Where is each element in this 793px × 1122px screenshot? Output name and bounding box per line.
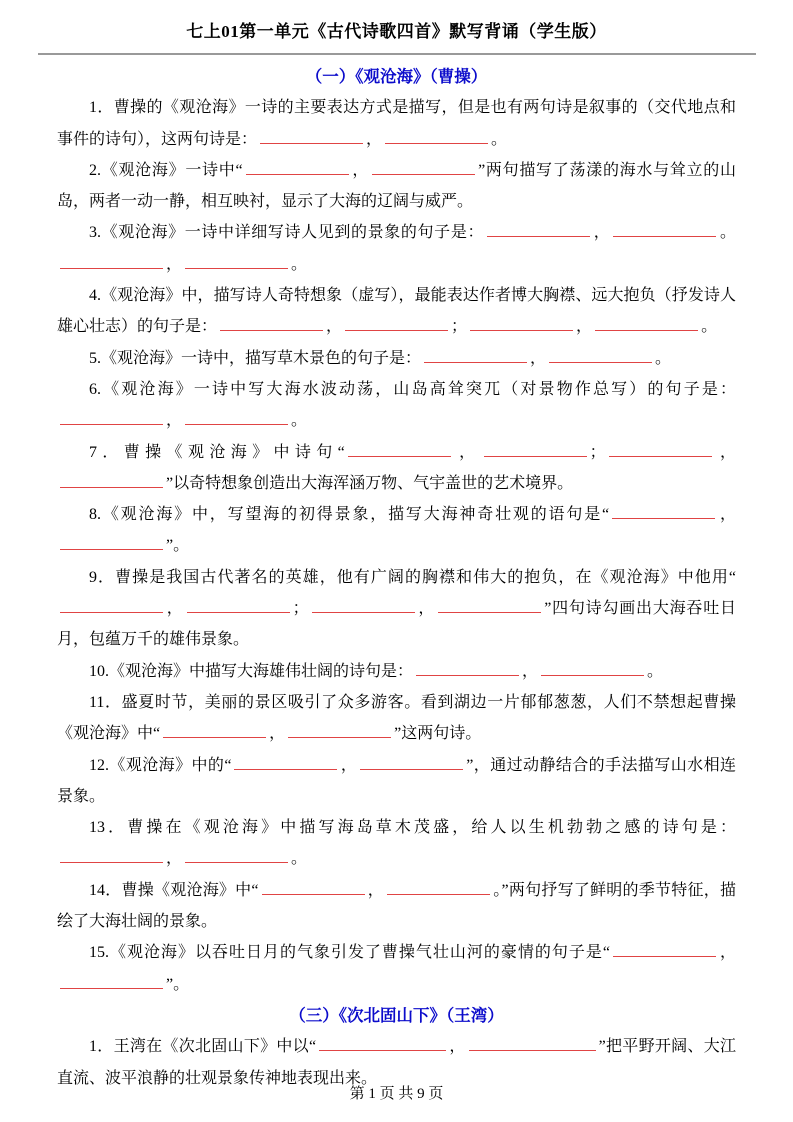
answer-blank [469,1036,596,1051]
page-footer: 第 1 页 共 9 页 [349,1086,444,1102]
section-1-question-2 [57,155,736,218]
question-text: 。 [291,255,308,273]
question-text: ， [718,506,736,524]
answer-blank [312,598,415,613]
document-body [0,61,793,1094]
question-text: 2.《观沧海》一诗中“ [89,161,243,179]
answer-blank [60,848,163,863]
answer-blank [185,410,288,425]
answer-blank [345,316,448,331]
section-1-question-14 [57,875,736,938]
question-text: 12.《观沧海》中的“ [89,756,232,774]
section-1-question-9 [57,562,736,656]
answer-blank [246,160,349,175]
question-text: ， [453,443,481,461]
question-text: ， [326,318,343,336]
question-text: 11．盛夏时节，美丽的景区吸引了众多游客。看到湖边一片郁郁葱葱，人们不禁想起曹操《观沧海》中“ [57,693,736,743]
question-text: ， [166,600,184,618]
answer-blank [416,661,519,676]
question-text: 14．曹操《观沧海》中“ [89,881,259,899]
question-text: 8.《观沧海》中，写望海的初得景象，描写大海神奇壮观的语句是“ [89,506,610,524]
answer-blank [234,755,337,770]
answer-blank [185,254,288,269]
section-1-question-5 [57,343,736,374]
question-text: ， [449,1038,466,1056]
answer-blank [260,129,363,144]
question-text: ， [530,349,547,367]
question-text: 4.《观沧海》中，描写诗人奇特想象（虚写），最能表达作者博大胸襟、远大抱负（抒发诗人雄心壮志）的句子是： [57,287,736,336]
question-text: 5.《观沧海》一诗中，描写草木景色的句子是： [89,349,422,367]
question-text: 1．王湾在《次北固山下》中以“ [89,1038,317,1056]
section-1-question-13 [57,812,736,875]
title-divider [38,53,756,55]
answer-blank [609,442,712,457]
question-text: 。 [491,130,508,148]
question-text: 。 [291,412,308,430]
answer-blank [348,442,451,457]
answer-blank [60,410,163,425]
answer-blank [60,598,163,613]
answer-blank [163,723,266,738]
question-text: ”四句诗勾画出大海吞吐日月，包蕴万千的雄伟景象。 [57,600,736,649]
answer-blank [319,1036,446,1051]
question-text: ， [269,725,286,743]
section-1-question-10 [57,656,736,687]
question-text: 7．曹操《观沧海》中诗句“ [89,443,345,461]
question-text: 6.《观沧海》一诗中写大海水波动荡，山岛高耸突兀（对景物作总写）的句子是： [89,380,736,398]
question-text: ； [451,318,468,336]
question-text: ， [166,412,183,430]
question-text: ， [166,255,183,273]
answer-blank [484,442,587,457]
section-1-question-3 [57,217,736,280]
answer-blank [470,316,573,331]
question-text: 15.《观沧海》以吞吐日月的气象引发了曹操气壮山河的豪情的句子是“ [89,944,610,962]
question-text: ”。 [166,537,190,555]
question-text: 。 [655,349,672,367]
answer-blank [541,661,644,676]
section-heading-1: （一）《观沧海》（曹操） [305,67,488,86]
question-text: 。 [701,318,718,336]
section-1-question-12 [57,750,736,813]
question-text: ”两句描写了荡漾的海水与耸立的山岛，两者一动一静，相互映衬，显示了大海的辽阔与威严。 [57,161,736,211]
question-text: ， [340,756,358,774]
question-text: 13．曹操在《观沧海》中描写海岛草木茂盛，给人以生机勃勃之感的诗句是： [89,819,736,837]
question-text: 3.《观沧海》一诗中详细写诗人见到的景象的句子是： [89,224,485,242]
question-text: ， [366,130,383,148]
section-1-question-8 [57,499,736,562]
question-text: ， [718,944,736,962]
answer-blank [288,723,391,738]
question-text: 。 [647,662,664,680]
answer-blank [612,504,715,519]
question-text: 。 [719,224,736,242]
answer-blank [613,222,716,237]
answer-blank [487,222,590,237]
answer-blank [438,598,541,613]
question-text: ， [417,600,436,618]
answer-blank [185,848,288,863]
answer-blank [220,316,323,331]
question-text: ， [714,443,736,461]
section-1-question-6 [57,374,736,437]
answer-blank [385,129,488,144]
question-text: ”，通过动静结合的手法描写山水相连景象。 [57,756,736,805]
question-text: 1．曹操的《观沧海》一诗的主要表达方式是描写，但是也有两句诗是叙事的（交代地点和事件的诗句），这两句诗是： [57,99,736,148]
answer-blank [60,535,163,550]
question-text: ， [351,161,370,179]
question-text: ， [593,224,611,242]
answer-blank [60,254,163,269]
answer-blank [613,942,716,957]
question-text: ， [166,850,183,868]
question-text: ”把平野开阔、大江直流、波平浪静的壮观景象传神地表现出来。 [57,1038,736,1087]
question-text: 。”两句抒写了鲜明的季节特征，描绘了大海壮阔的景象。 [57,881,736,931]
question-text: 。 [291,850,308,868]
question-text: ”这两句诗。 [394,725,482,743]
question-text: ”。 [166,975,190,993]
section-heading-2: （三）《次北固山下》（王湾） [289,1005,504,1025]
section-1-question-15 [57,937,736,1000]
answer-blank [424,348,527,363]
question-text: 9．曹操是我国古代著名的英雄，他有广阔的胸襟和伟大的抱负，在《观沧海》中他用“ [89,568,736,586]
answer-blank [549,348,652,363]
section-1-question-11 [57,687,736,750]
answer-blank [372,160,475,175]
answer-blank [360,755,463,770]
section-1-question-1 [57,92,736,155]
question-text: ； [292,600,309,618]
section-1-question-7 [57,437,736,500]
question-text: 10.《观沧海》中描写大海雄伟壮阔的诗句是： [89,662,414,680]
answer-blank [387,880,490,895]
answer-blank [187,598,290,613]
answer-blank [262,880,365,895]
answer-blank [595,316,698,331]
answer-blank [60,473,163,488]
question-text: ， [367,881,385,899]
section-1-question-4 [57,280,736,343]
answer-blank [60,974,163,989]
question-text: ”以奇特想象创造出大海浑涵万物、气宇盖世的艺术境界。 [166,474,574,492]
page-title: 七上01第一单元《古代诗歌四首》默写背诵（学生版） [186,22,607,41]
question-text: ， [576,318,593,336]
question-text: ， [522,662,539,680]
question-text: ； [589,443,606,461]
